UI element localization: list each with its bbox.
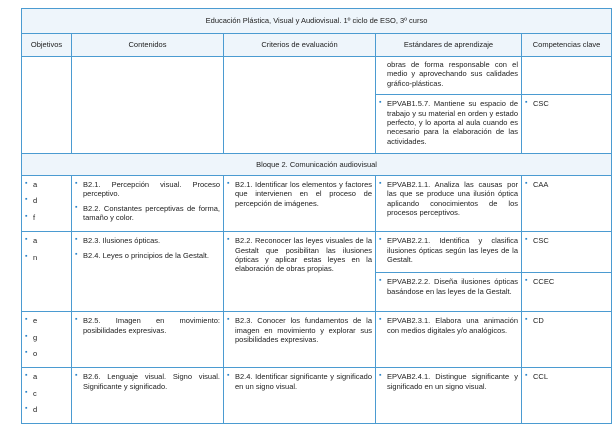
competencia-item: ▪ CSC xyxy=(525,236,608,245)
table-row xyxy=(22,57,612,95)
header-objetivos: Objetivos xyxy=(22,34,72,57)
curriculum-table xyxy=(21,8,612,424)
contenido-item: ▪ B2.3. Ilusiones ópticas. xyxy=(75,236,220,245)
table-row xyxy=(22,312,612,368)
contenido-item: ▪ B2.5. Imagen en movimiento: posibilidades expresivas. xyxy=(75,316,220,335)
estandar-item: ▪ EPVAB2.1.1. Analiza las causas por las que se produce una ilusión óptica aplicando conocimientos de los procesos perceptivos. xyxy=(379,180,518,218)
competencia-item: ▪ CAA xyxy=(525,180,608,189)
competencia-item: ▪ CD xyxy=(525,316,608,325)
header-estandares: Estándares de aprendizaje xyxy=(376,34,522,57)
competencia-item: ▪ CCEC xyxy=(525,277,608,286)
table-row xyxy=(22,176,612,232)
estandar-item: ▪ EPVAB1.5.7. Mantiene su espacio de trabajo y su material en orden y estado perfecto, y lo aporta al aula cuando es necesario para la elaboración de las actividades. xyxy=(379,99,518,146)
objetivo-item: ▪ f xyxy=(25,213,68,222)
table-row xyxy=(22,232,612,273)
competencia-item: ▪ CCL xyxy=(525,372,608,381)
estandar-item: ▪ EPVAB2.4.1. Distingue significante y significado en un signo visual. xyxy=(379,372,518,391)
header-competencias: Competencias clave xyxy=(522,34,612,57)
estandar-item: ▪ EPVAB2.2.2. Diseña ilusiones ópticas basándose en las leyes de la Gestalt. xyxy=(379,277,518,296)
objetivo-item: ▪ g xyxy=(25,333,68,342)
contenido-item: ▪ B2.1. Percepción visual. Proceso perceptivo. xyxy=(75,180,220,199)
objetivo-item: ▪ a xyxy=(25,372,68,381)
block-heading: Bloque 2. Comunicación audiovisual xyxy=(22,154,612,176)
objetivo-item: ▪ o xyxy=(25,349,68,358)
contenido-item: ▪ B2.4. Leyes o principios de la Gestalt. xyxy=(75,251,220,260)
objetivo-item: ▪ a xyxy=(25,180,68,189)
header-criterios: Criterios de evaluación xyxy=(224,34,376,57)
objetivo-item: ▪ d xyxy=(25,405,68,414)
criterio-item: ▪ B2.1. Identificar los elementos y factores que intervienen en el proceso de percepción de imágenes. xyxy=(227,180,372,208)
table-title: Educación Plástica, Visual y Audiovisual. 1º ciclo de ESO, 3º curso xyxy=(22,9,612,34)
estandar-continuation: obras de forma responsable con el medio y aprovechando sus calidades gráfico-plásticas. xyxy=(387,60,518,88)
estandar-item: ▪ EPVAB2.2.1. Identifica y clasifica ilusiones ópticas según las leyes de la Gestalt. xyxy=(379,236,518,264)
estandar-item: ▪ EPVAB2.3.1. Elabora una animación con medios digitales y/o analógicos. xyxy=(379,316,518,335)
competencia-item: ▪ CSC xyxy=(525,99,608,108)
objetivo-item: ▪ n xyxy=(25,253,68,262)
objetivo-item: ▪ c xyxy=(25,389,68,398)
criterio-item: ▪ B2.2. Reconocer las leyes visuales de la Gestalt que posibilitan las ilusiones ópticas y aplicar estas leyes en la elaboración de obras propias. xyxy=(227,236,372,274)
objetivo-item: ▪ e xyxy=(25,316,68,325)
table-row xyxy=(22,368,612,424)
objetivo-item: ▪ a xyxy=(25,236,68,245)
criterio-item: ▪ B2.4. Identificar significante y significado en un signo visual. xyxy=(227,372,372,391)
contenido-item: ▪ B2.6. Lenguaje visual. Signo visual. Significante y significado. xyxy=(75,372,220,391)
contenido-item: ▪ B2.2. Constantes perceptivas de forma, tamaño y color. xyxy=(75,204,220,223)
header-contenidos: Contenidos xyxy=(72,34,224,57)
objetivo-item: ▪ d xyxy=(25,196,68,205)
criterio-item: ▪ B2.3. Conocer los fundamentos de la imagen en movimiento y explorar sus posibilidades expresivas. xyxy=(227,316,372,344)
